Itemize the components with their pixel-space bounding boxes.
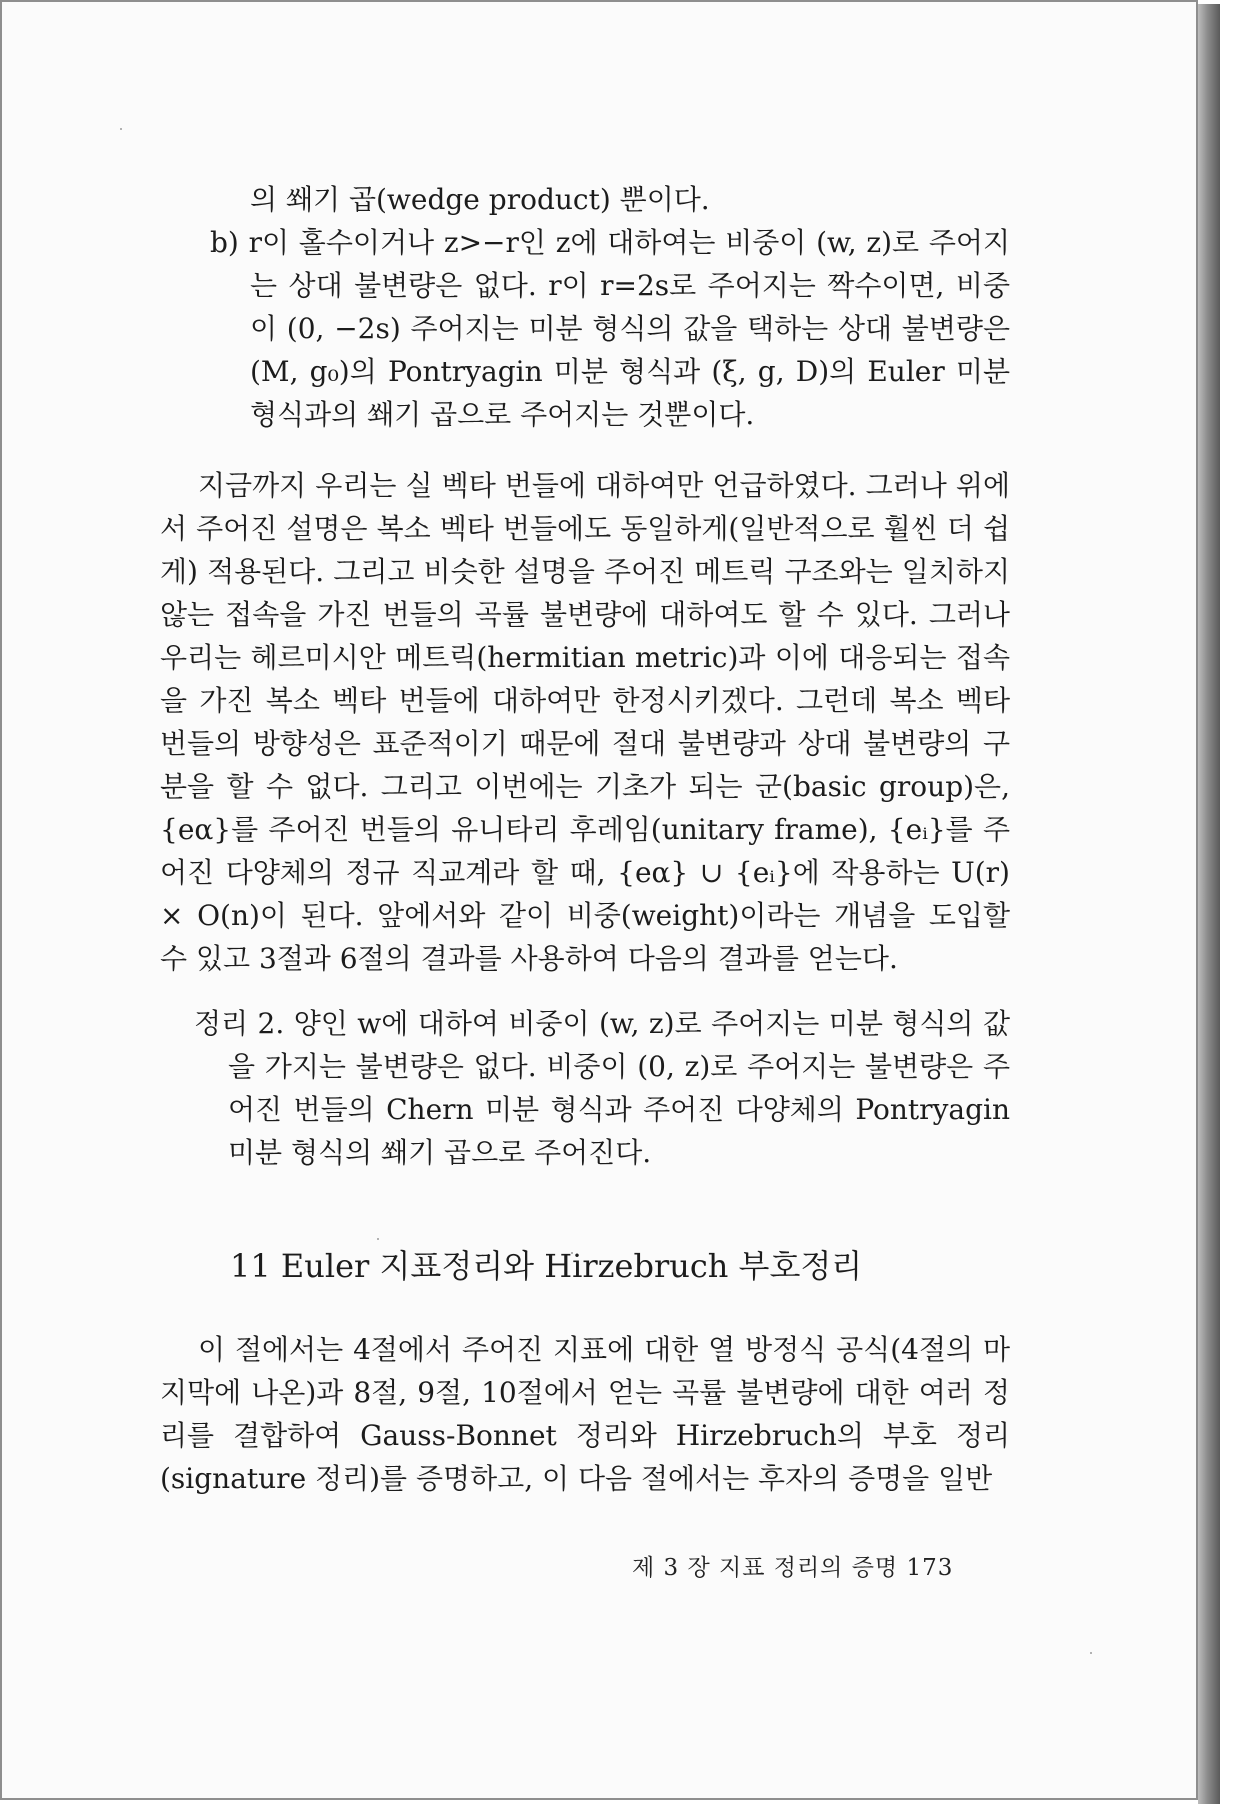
speck bbox=[1090, 1652, 1092, 1654]
body-text bbox=[160, 178, 1010, 1500]
page-footer: 제 3 장 지표 정리의 증명 173 bbox=[632, 1555, 954, 1581]
theorem-2: 정리 2. 양인 w에 대하여 비중이 (w, z)로 주어지는 미분 형식의 값을 가지는 불변량은 없다. 비중이 (0, z)로 주어지는 불변량은 주어진 번들의 Chern 미분 형식과 주어진 다양체의 Pontryagin 미분 형식의 쐐기 곱으로 주어진다. bbox=[194, 1007, 1010, 1169]
paragraph-1: 지금까지 우리는 실 벡타 번들에 대하여만 언급하였다. 그러나 위에서 주어진 설명은 복소 벡타 번들에도 동일하게(일반적으로 훨씬 더 쉽게) 적용된다. 그리고 비슷한 설명을 주어진 메트릭 구조와는 일치하지 않는 접속을 가진 번들의 곡률 불변량에 대하여도 할 수 있다. 그러나 우리는 헤르미시안 메트릭(hermitian metric)과 이에 대응되는 접속을 가진 복소 벡타 번들에 대하여만 한정시키겠다. 그런데 복소 벡타 번들의 방향성은 표준적이기 때문에 절대 불변량과 상대 불변량의 구분을 할 수 없다. 그리고 이번에는 기초가 되는 군(basic group)은, {eα}를 주어진 번들의 유니타리 후레임(unitary frame), {eᵢ}를 주어진 다양체의 정규 직교계라 할 때, {eα} ∪ {eᵢ}에 작용하는 U(r) × O(n)이 된다. 앞에서와 같이 비중(weight)이라는 개념을 도입할 수 있고 3절과 6절의 결과를 사용하여 다음의 결과를 얻는다. bbox=[160, 469, 1010, 975]
item-a-tail: 의 쐐기 곱(wedge product) 뿐이다. bbox=[250, 183, 710, 216]
paragraph-2: 이 절에서는 4절에서 주어진 지표에 대한 열 방정식 공식(4절의 마지막에 나온)과 8절, 9절, 10절에서 얻는 곡률 불변량에 대한 여러 정리를 결합하여 Gauss-Bonnet 정리와 Hirzebruch의 부호 정리(signature 정리)를 증명하고, 이 다음 절에서는 후자의 증명을 일반 bbox=[160, 1333, 1010, 1495]
speck bbox=[120, 128, 122, 130]
section-heading: 11 Euler 지표정리와 Hirzebruch 부호정리 bbox=[230, 1247, 863, 1285]
page-edge-shadow bbox=[1198, 4, 1220, 1804]
item-b: b) r이 홀수이거나 z>−r인 z에 대하여는 비중이 (w, z)로 주어지는 상대 불변량은 없다. r이 r=2s로 주어지는 짝수이면, 비중이 (0, −2s) 주어지는 미분 형식의 값을 택하는 상대 불변량은 (M, g₀)의 Pontryagin 미분 형식과 (ξ, g, D)의 Euler 미분 형식과의 쐐기 곱으로 주어지는 것뿐이다. bbox=[210, 226, 1010, 431]
